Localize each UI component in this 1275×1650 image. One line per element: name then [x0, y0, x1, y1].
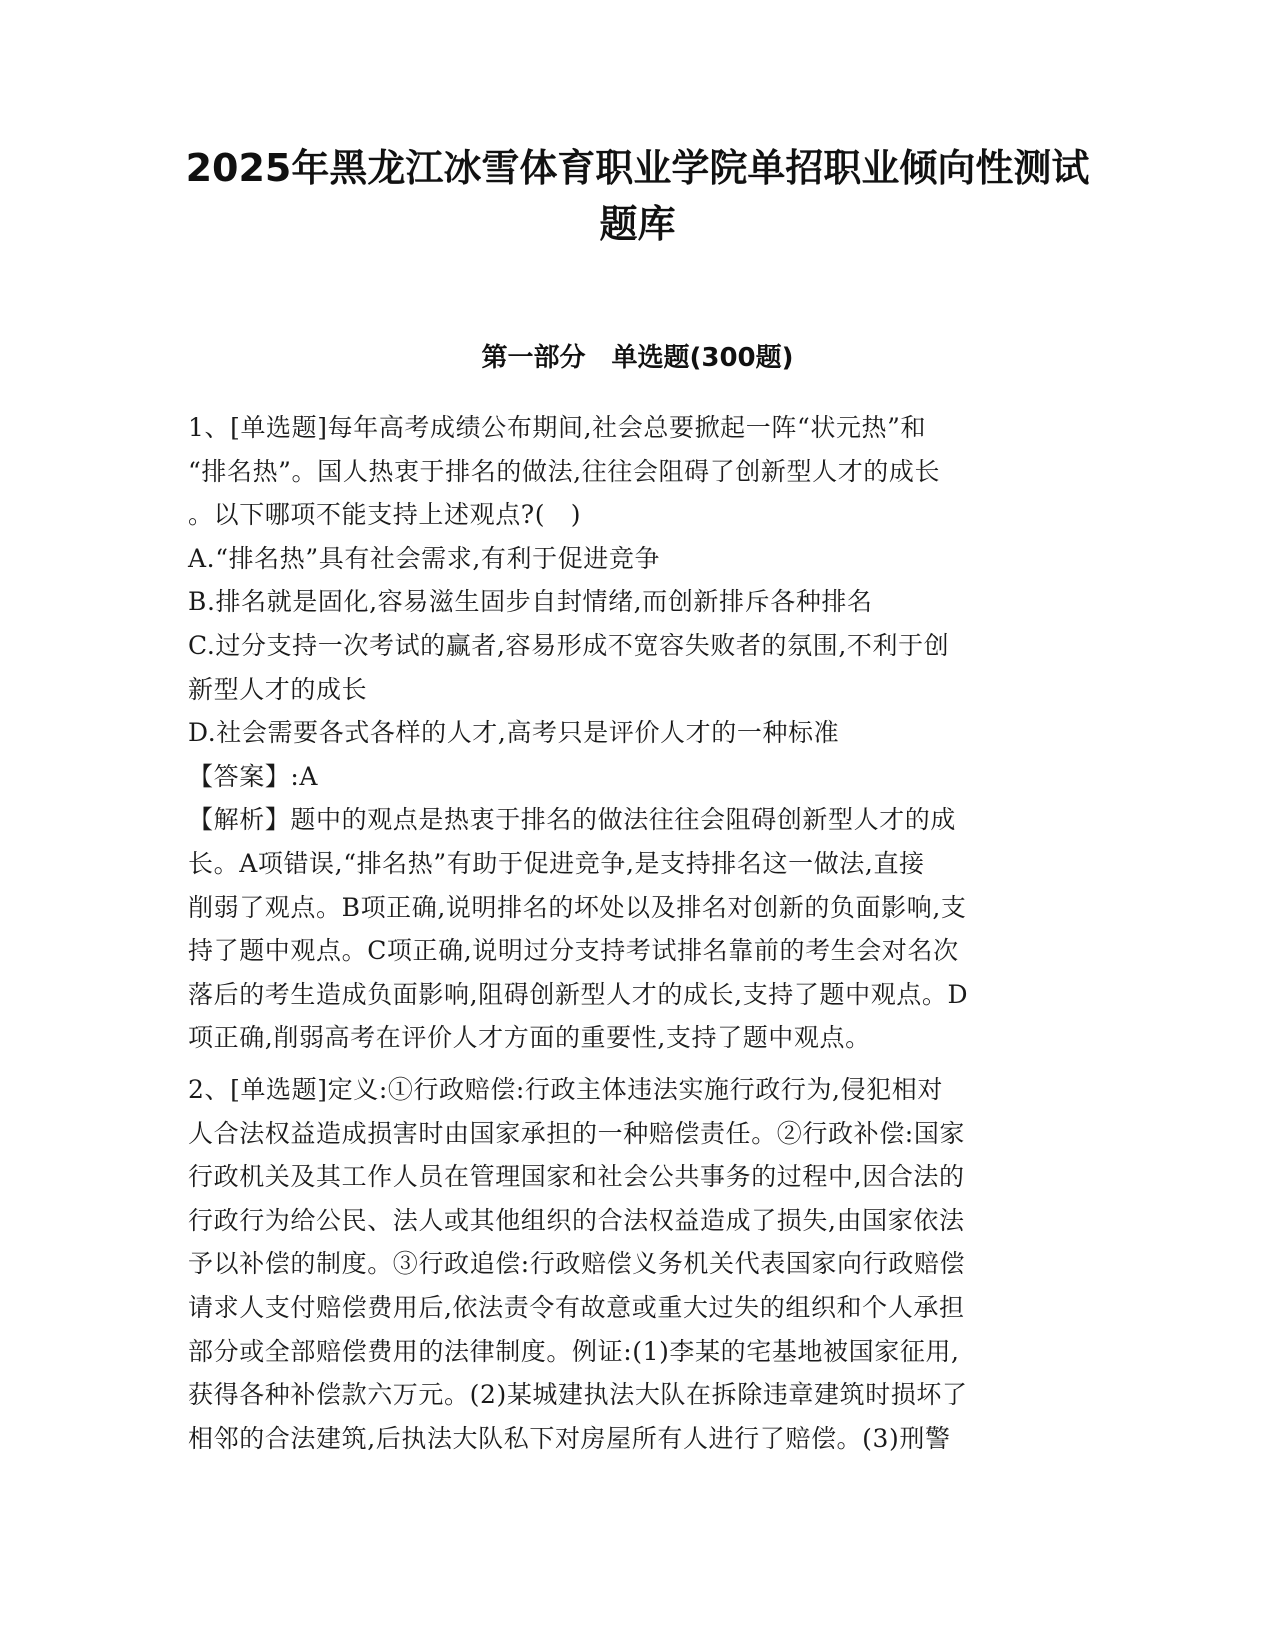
- option-d: D.社会需要各式各样的人才,高考只是评价人才的一种标准: [188, 718, 840, 748]
- question-text-line: 获得各种补偿款六万元。(2)某城建执法大队在拆除违章建筑时损坏了: [188, 1380, 968, 1410]
- question-text-line: “排名热”。国人热衷于排名的做法,往往会阻碍了创新型人才的成长: [188, 456, 941, 486]
- option-b: B.排名就是固化,容易滋生固步自封情绪,而创新排斥各种排名: [188, 587, 873, 617]
- question-2: [188, 1068, 1088, 1460]
- answer-line: 【答案】:A: [188, 761, 319, 791]
- question-text-line: 部分或全部赔偿费用的法律制度。例证:(1)李某的宅基地被国家征用,: [188, 1336, 960, 1366]
- question-text-line: 请求人支付赔偿费用后,依法责令有故意或重大过失的组织和个人承担: [188, 1292, 965, 1322]
- option-c: C.过分支持一次考试的赢者,容易形成不宽容失败者的氛围,不利于创: [188, 630, 950, 660]
- option-a: A.“排名热”具有社会需求,有利于促进竞争: [188, 543, 661, 573]
- document-title: [160, 140, 1115, 252]
- question-text-line: 。以下哪项不能支持上述观点?( ): [188, 500, 582, 530]
- document-title-line: 2025年黑龙江冰雪体育职业学院单招职业倾向性测试: [185, 146, 1090, 190]
- document-title-line: 题库: [599, 202, 676, 246]
- question-text-line: 人合法权益造成损害时由国家承担的一种赔偿责任。②行政补偿:国家: [188, 1118, 966, 1148]
- question-text-line: 2、[单选题]定义:①行政赔偿:行政主体违法实施行政行为,侵犯相对: [188, 1075, 944, 1104]
- question-text-line: 相邻的合法建筑,后执法大队私下对房屋所有人进行了赔偿。(3)刑警: [188, 1423, 951, 1453]
- analysis-line: 落后的考生造成负面影响,阻碍创新型人才的成长,支持了题中观点。D: [188, 979, 969, 1009]
- analysis-line: 长。A项错误,“排名热”有助于促进竞争,是支持排名这一做法,直接: [188, 848, 925, 878]
- question-text-line: 行政行为给公民、法人或其他组织的合法权益造成了损失,由国家依法: [188, 1205, 965, 1235]
- analysis-line: 削弱了观点。B项正确,说明排名的坏处以及排名对创新的负面影响,支: [188, 892, 967, 922]
- section-title: 第一部分 单选题(300题): [481, 343, 794, 373]
- question-1: [188, 406, 1088, 1060]
- question-text-line: 行政机关及其工作人员在管理国家和社会公共事务的过程中,因合法的: [188, 1162, 965, 1192]
- analysis-line: 持了题中观点。C项正确,说明过分支持考试排名靠前的考生会对名次: [188, 936, 959, 966]
- question-text-line: 予以补偿的制度。③行政追偿:行政赔偿义务机关代表国家向行政赔偿: [188, 1249, 966, 1279]
- analysis-line: 项正确,削弱高考在评价人才方面的重要性,支持了题中观点。: [188, 1023, 871, 1053]
- question-text-line: 1、[单选题]每年高考成绩公布期间,社会总要掀起一阵“状元热”和: [188, 413, 927, 442]
- analysis-line: 【解析】题中的观点是热衷于排名的做法往往会阻碍创新型人才的成: [188, 805, 957, 835]
- option-c-continued: 新型人才的成长: [188, 674, 368, 704]
